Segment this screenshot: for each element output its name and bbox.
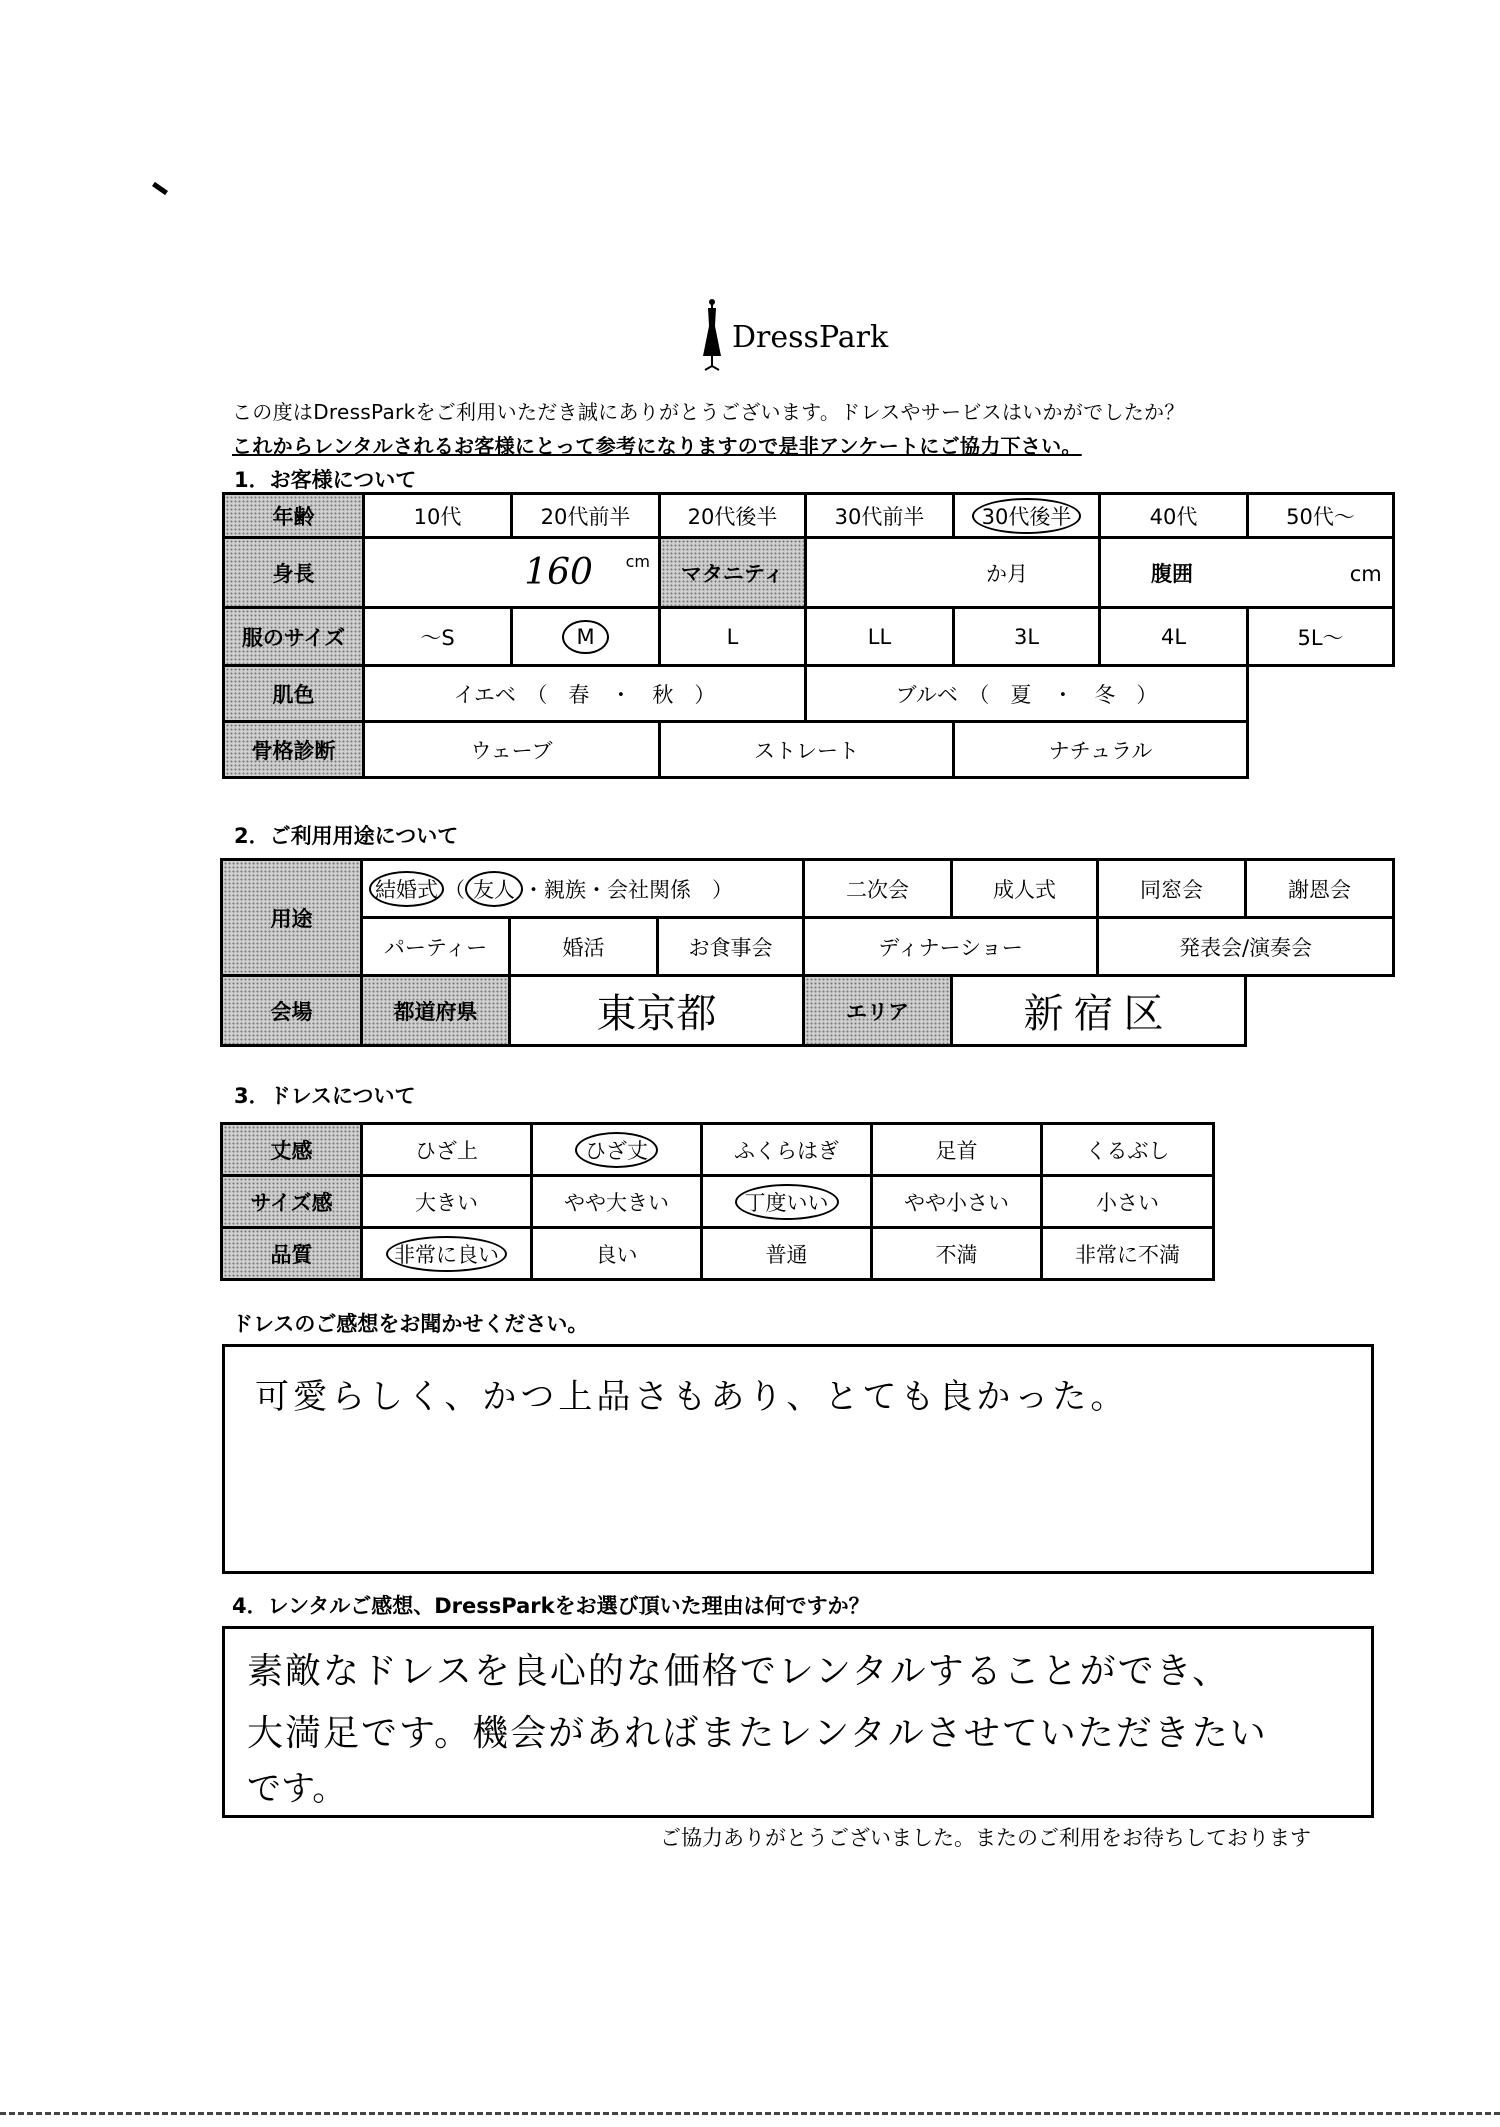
frame-option[interactable]: ナチュラル bbox=[954, 722, 1248, 778]
length-option-selected[interactable] bbox=[532, 1124, 702, 1176]
customer-table bbox=[222, 492, 1395, 779]
use-option[interactable]: 二次会 bbox=[804, 860, 952, 918]
use-option[interactable]: 成人式 bbox=[952, 860, 1098, 918]
fit-option-selected[interactable] bbox=[702, 1176, 872, 1228]
empty-cell bbox=[1248, 722, 1394, 778]
fit-option[interactable]: 小さい bbox=[1042, 1176, 1214, 1228]
month-unit: か月 bbox=[986, 561, 1028, 586]
age-option[interactable]: 20代前半 bbox=[512, 494, 660, 538]
brand-logo bbox=[700, 296, 910, 376]
closing-message: ご協力ありがとうございました。またのご利用をお待ちしております bbox=[660, 1826, 1311, 1850]
use-option[interactable]: お食事会 bbox=[658, 918, 804, 976]
fit-row bbox=[222, 1176, 1214, 1228]
section-2-title: 2．ご利用用途について bbox=[234, 824, 459, 848]
dress-table bbox=[220, 1122, 1215, 1281]
selection-circle: 友人 bbox=[465, 871, 523, 907]
maternity-field[interactable] bbox=[806, 538, 1100, 608]
age-option-selected[interactable] bbox=[954, 494, 1100, 538]
answer-line-2: 大満足です。機会があればまたレンタルさせていただきたい bbox=[247, 1713, 1268, 1754]
selection-circle: 丁度いい bbox=[735, 1184, 839, 1220]
quality-row bbox=[222, 1228, 1214, 1280]
size-option[interactable]: ～S bbox=[364, 608, 512, 666]
maternity-label: マタニティ bbox=[660, 538, 806, 608]
comment-text: 可愛らしく、かつ上品さもあり、とても良かった。 bbox=[255, 1377, 1129, 1417]
length-row bbox=[222, 1124, 1214, 1176]
age-option[interactable]: 10代 bbox=[364, 494, 512, 538]
length-option[interactable]: くるぶし bbox=[1042, 1124, 1214, 1176]
usage-row-1 bbox=[222, 860, 1394, 918]
size-row bbox=[224, 608, 1394, 666]
comment-prompt: ドレスのご感想をお聞かせください。 bbox=[232, 1312, 589, 1336]
answer-box[interactable] bbox=[222, 1626, 1374, 1818]
use-option-wedding[interactable] bbox=[362, 860, 804, 918]
size-label: 服のサイズ bbox=[224, 608, 364, 666]
size-option[interactable]: 4L bbox=[1100, 608, 1248, 666]
section-4-title: 4．レンタルご感想、DressParkをお選び頂いた理由は何ですか？ bbox=[232, 1594, 870, 1618]
brand-name: DressPark bbox=[732, 320, 889, 355]
wedding-relations: ・親族・会社関係 ） bbox=[523, 877, 733, 902]
scan-mark bbox=[152, 182, 168, 195]
pref-value: 東京都 bbox=[596, 991, 717, 1037]
height-label: 身長 bbox=[224, 538, 364, 608]
venue-label: 会場 bbox=[222, 976, 362, 1046]
age-option[interactable]: 50代～ bbox=[1248, 494, 1394, 538]
fit-option[interactable]: やや大きい bbox=[532, 1176, 702, 1228]
skin-label: 肌色 bbox=[224, 666, 364, 722]
paren-open: （ bbox=[444, 877, 465, 902]
area-value: 新宿区 bbox=[1023, 991, 1174, 1037]
fit-label: サイズ感 bbox=[222, 1176, 362, 1228]
use-option[interactable]: 同窓会 bbox=[1098, 860, 1246, 918]
frame-row bbox=[224, 722, 1394, 778]
selection-circle: 結婚式 bbox=[369, 871, 444, 907]
quality-option[interactable]: 不満 bbox=[872, 1228, 1042, 1280]
frame-label: 骨格診断 bbox=[224, 722, 364, 778]
length-option[interactable]: 足首 bbox=[872, 1124, 1042, 1176]
frame-option[interactable]: ウェーブ bbox=[364, 722, 660, 778]
selection-circle: M bbox=[562, 620, 608, 654]
length-label: 丈感 bbox=[222, 1124, 362, 1176]
skin-option-yellow[interactable]: イエベ （ 春 ・ 秋 ） bbox=[364, 666, 806, 722]
age-option[interactable]: 20代後半 bbox=[660, 494, 806, 538]
use-option[interactable]: ディナーショー bbox=[804, 918, 1098, 976]
pref-field[interactable] bbox=[510, 976, 804, 1046]
size-option-selected[interactable] bbox=[512, 608, 660, 666]
answer-line-3: です。 bbox=[247, 1769, 347, 1809]
quality-option[interactable]: 良い bbox=[532, 1228, 702, 1280]
quality-option[interactable]: 非常に不満 bbox=[1042, 1228, 1214, 1280]
intro-line-1: この度はDressParkをご利用いただき誠にありがとうございます。ドレスやサービスはいかがでしたか？ bbox=[232, 400, 1185, 424]
quality-option-selected[interactable] bbox=[362, 1228, 532, 1280]
selection-circle: 非常に良い bbox=[386, 1236, 507, 1272]
dress-icon bbox=[700, 296, 724, 376]
age-row bbox=[224, 494, 1394, 538]
age-option[interactable]: 30代前半 bbox=[806, 494, 954, 538]
comment-box[interactable] bbox=[222, 1344, 1374, 1574]
usage-row-2 bbox=[222, 918, 1394, 976]
height-row bbox=[224, 538, 1394, 608]
frame-option[interactable]: ストレート bbox=[660, 722, 954, 778]
use-option[interactable]: 発表会/演奏会 bbox=[1098, 918, 1394, 976]
age-label: 年齢 bbox=[224, 494, 364, 538]
selection-circle: ひざ丈 bbox=[575, 1132, 658, 1168]
waist-label: 腹囲 bbox=[1151, 561, 1193, 586]
quality-label: 品質 bbox=[222, 1228, 362, 1280]
area-field[interactable] bbox=[952, 976, 1246, 1046]
skin-option-blue[interactable]: ブルベ （ 夏 ・ 冬 ） bbox=[806, 666, 1248, 722]
section-1-title: 1．お客様について bbox=[234, 468, 417, 492]
empty-cell bbox=[1246, 976, 1394, 1046]
length-option[interactable]: ひざ上 bbox=[362, 1124, 532, 1176]
height-value: 160 bbox=[524, 552, 593, 593]
size-option[interactable]: LL bbox=[806, 608, 954, 666]
area-label: エリア bbox=[804, 976, 952, 1046]
fit-option[interactable]: やや小さい bbox=[872, 1176, 1042, 1228]
use-option[interactable]: パーティー bbox=[362, 918, 510, 976]
intro-line-2: これからレンタルされるお客様にとって参考になりますので是非アンケートにご協力下さい。 bbox=[232, 434, 1082, 458]
pref-label: 都道府県 bbox=[362, 976, 510, 1046]
fit-option[interactable]: 大きい bbox=[362, 1176, 532, 1228]
use-option[interactable]: 婚活 bbox=[510, 918, 658, 976]
answer-line-1: 素敵なドレスを良心的な価格でレンタルすることができ、 bbox=[247, 1651, 1231, 1692]
waist-field[interactable] bbox=[1100, 538, 1394, 608]
section-3-title: 3．ドレスについて bbox=[234, 1084, 416, 1108]
empty-cell bbox=[1248, 666, 1394, 722]
length-option[interactable]: ふくらはぎ bbox=[702, 1124, 872, 1176]
use-label: 用途 bbox=[222, 860, 362, 976]
usage-table bbox=[220, 858, 1395, 1047]
selection-circle: 30代後半 bbox=[972, 498, 1082, 534]
size-option[interactable]: L bbox=[660, 608, 806, 666]
height-unit: cm bbox=[625, 552, 650, 571]
waist-unit: cm bbox=[1349, 561, 1382, 586]
age-option[interactable]: 40代 bbox=[1100, 494, 1248, 538]
height-field[interactable] bbox=[364, 538, 660, 608]
size-option[interactable]: 3L bbox=[954, 608, 1100, 666]
quality-option[interactable]: 普通 bbox=[702, 1228, 872, 1280]
skin-row bbox=[224, 666, 1394, 722]
size-option[interactable]: 5L～ bbox=[1248, 608, 1394, 666]
scan-edge bbox=[0, 2112, 1500, 2115]
venue-row bbox=[222, 976, 1394, 1046]
use-option[interactable]: 謝恩会 bbox=[1246, 860, 1394, 918]
